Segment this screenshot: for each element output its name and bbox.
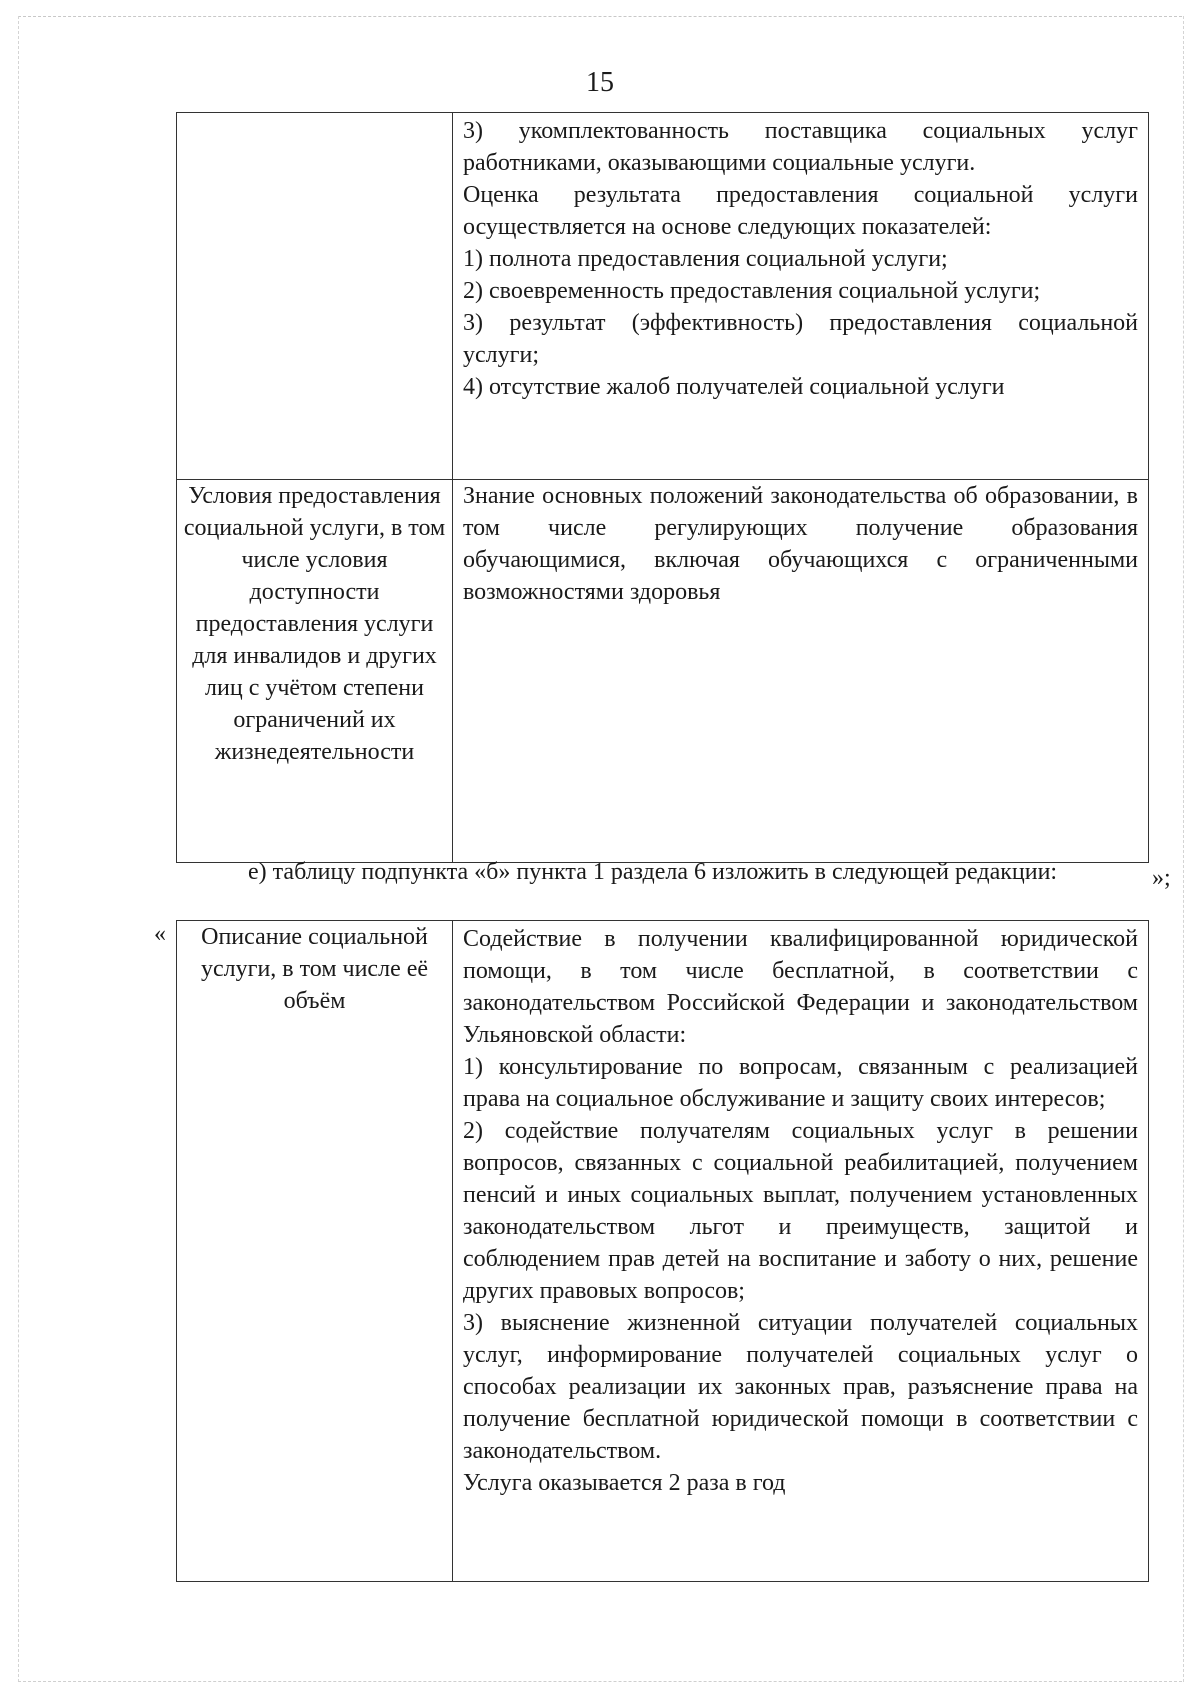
scan-edge-right [1183, 16, 1184, 1682]
paragraph: 1) консультирование по вопросам, связанным с реализацией права на социальное обслуживание и защиту своих интересов; [463, 1054, 1138, 1112]
row-content-cell [453, 480, 1149, 863]
scan-edge-left [18, 16, 19, 1682]
paragraph: 3) результат (эффективность) предоставления социальной услуги; [463, 310, 1138, 368]
paragraph: 2) содействие получателям социальных услуг в решении вопросов, связанных с социальной реабилитацией, получением пенсий и иных социальных выплат, получением установленных законодательством льгот и преимуществ, защитой и соблюдением прав детей на воспитание и заботу о них, решение других правовых вопросов; [463, 1118, 1138, 1304]
paragraph: Содействие в получении квалифицированной юридической помощи, в том числе бесплатной, в соответствии с законодательством Российской Федерации и законодательством Ульяновской области: [463, 926, 1138, 1048]
paragraph: 3) выяснение жизненной ситуации получателей социальных услуг, информирование получателей социальных услуг о способах реализации их законных прав, разъяснение права на получение бесплатной юридической помощи в соответствии с законодательством. [463, 1310, 1138, 1464]
amendment-instruction: е) таблицу подпункта «б» пункта 1 раздела 6 изложить в следующей редакции: [248, 859, 1058, 885]
paragraph: Оценка результата предоставления социальной услуги осуществляется на основе следующих показателей: [463, 182, 1138, 240]
paragraph: 2) своевременность предоставления социальной услуги; [463, 278, 1041, 304]
table-service-conditions [176, 112, 1149, 863]
paragraph: 4) отсутствие жалоб получателей социальной услуги [463, 374, 1005, 400]
row-label-cell: Условия предоставления социальной услуги, в том числе условия доступности предоставления услуги для инвалидов и других лиц с учётом степени ограничений их жизнедеятельности [177, 480, 453, 863]
table-service-description [176, 920, 1149, 1582]
paragraph: 1) полнота предоставления социальной услуги; [463, 246, 948, 272]
row-content-cell [453, 921, 1149, 1582]
scan-edge-bottom [18, 1681, 1182, 1682]
page-number: 15 [586, 67, 614, 98]
row-content-cell [453, 113, 1149, 480]
table-row [177, 113, 1149, 480]
scan-edge-top [18, 16, 1182, 17]
row-label-cell: Описание социальной услуги, в том числе её объём [177, 921, 453, 1582]
closing-quote: »; [1152, 865, 1171, 891]
opening-quote: « [154, 921, 166, 947]
row-label-cell [177, 113, 453, 480]
paragraph: 3) укомплектованность поставщика социальных услуг работниками, оказывающими социальные услуги. [463, 118, 1138, 176]
table-row [177, 480, 1149, 863]
table-row [177, 921, 1149, 1582]
paragraph: Знание основных положений законодательства об образовании, в том числе регулирующих получение образования обучающимися, включая обучающихся с ограниченными возможностями здоровья [463, 483, 1138, 605]
paragraph: Услуга оказывается 2 раза в год [463, 1470, 786, 1496]
